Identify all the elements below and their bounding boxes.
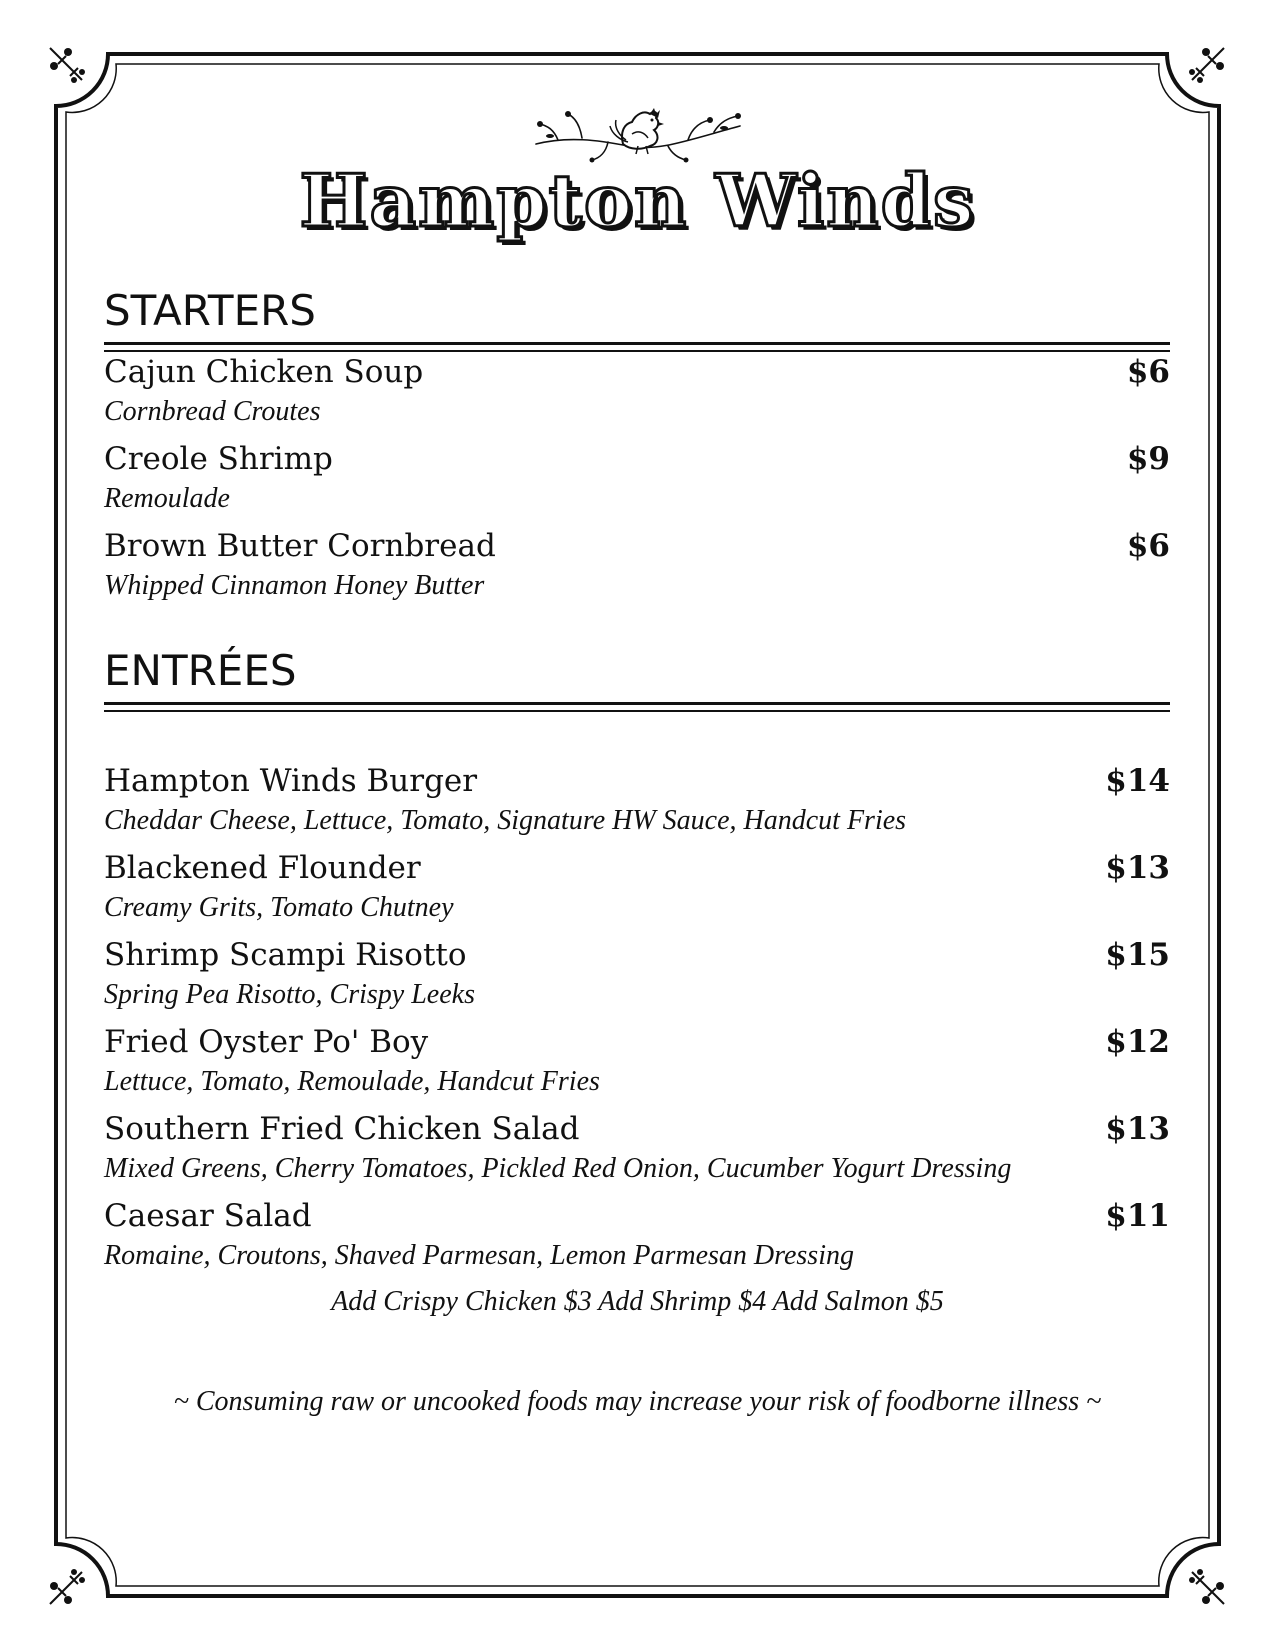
flower-sprig-icon	[44, 1566, 88, 1610]
item-description: Mixed Greens, Cherry Tomatoes, Pickled Red Onion, Cucumber Yogurt Dressing	[104, 1153, 1012, 1184]
item-description: Creamy Grits, Tomato Chutney	[104, 892, 454, 923]
rooster-branch-icon	[528, 96, 748, 166]
item-price: $6	[1126, 528, 1170, 564]
food-safety-disclaimer: ~ Consuming raw or uncooked foods may increase your risk of foodborne illness ~	[173, 1386, 1102, 1417]
item-description: Lettuce, Tomato, Remoulade, Handcut Fries	[104, 1066, 600, 1097]
item-name: Caesar Salad	[104, 1198, 312, 1234]
flower-sprig-icon	[44, 42, 88, 86]
add-ons-note: Add Crispy Chicken $3 Add Shrimp $4 Add Salmon $5	[331, 1286, 944, 1317]
restaurant-title: Hampton Winds	[299, 158, 976, 243]
item-price: $6	[1126, 354, 1170, 390]
menu-item-caesar-salad	[104, 1198, 1170, 1278]
item-description: Cheddar Cheese, Lettuce, Tomato, Signature HW Sauce, Handcut Fries	[104, 805, 907, 836]
item-description: Remoulade	[104, 483, 230, 514]
menu-item-creole-shrimp	[104, 441, 1170, 521]
section-heading-entrees: ENTRÉES	[104, 646, 297, 695]
item-name: Shrimp Scampi Risotto	[104, 937, 467, 973]
section-heading-starters: STARTERS	[104, 286, 316, 335]
item-price: $12	[1105, 1024, 1170, 1060]
menu-item-southern-fried-chicken-salad	[104, 1111, 1170, 1191]
item-price: $11	[1105, 1198, 1170, 1234]
flower-sprig-icon	[1186, 42, 1230, 86]
menu-item-shrimp-scampi-risotto	[104, 937, 1170, 1017]
flower-sprig-icon	[1186, 1566, 1230, 1610]
item-name: Cajun Chicken Soup	[104, 354, 424, 390]
menu-item-hampton-winds-burger	[104, 763, 1170, 843]
item-name: Southern Fried Chicken Salad	[104, 1111, 580, 1147]
item-description: Romaine, Croutons, Shaved Parmesan, Lemon Parmesan Dressing	[104, 1240, 854, 1271]
item-price: $13	[1105, 850, 1170, 886]
item-price: $9	[1126, 441, 1170, 477]
section-divider	[104, 702, 1170, 712]
item-name: Hampton Winds Burger	[104, 763, 478, 799]
entrees-section	[104, 648, 1170, 712]
item-description: Cornbread Croutes	[104, 396, 321, 427]
item-name: Creole Shrimp	[104, 441, 333, 477]
item-price: $14	[1105, 763, 1170, 799]
item-name: Brown Butter Cornbread	[104, 528, 496, 564]
item-description: Spring Pea Risotto, Crispy Leeks	[104, 979, 475, 1010]
item-name: Fried Oyster Po' Boy	[104, 1024, 429, 1060]
item-price: $13	[1105, 1111, 1170, 1147]
menu-item-blackened-flounder	[104, 850, 1170, 930]
item-price: $15	[1105, 937, 1170, 973]
section-divider	[104, 342, 1170, 352]
menu-item-cajun-chicken-soup	[104, 354, 1170, 434]
menu-item-fried-oyster-po-boy	[104, 1024, 1170, 1104]
menu-item-brown-butter-cornbread	[104, 528, 1170, 608]
item-name: Blackened Flounder	[104, 850, 421, 886]
starters-section	[104, 288, 1170, 352]
item-description: Whipped Cinnamon Honey Butter	[104, 570, 485, 601]
